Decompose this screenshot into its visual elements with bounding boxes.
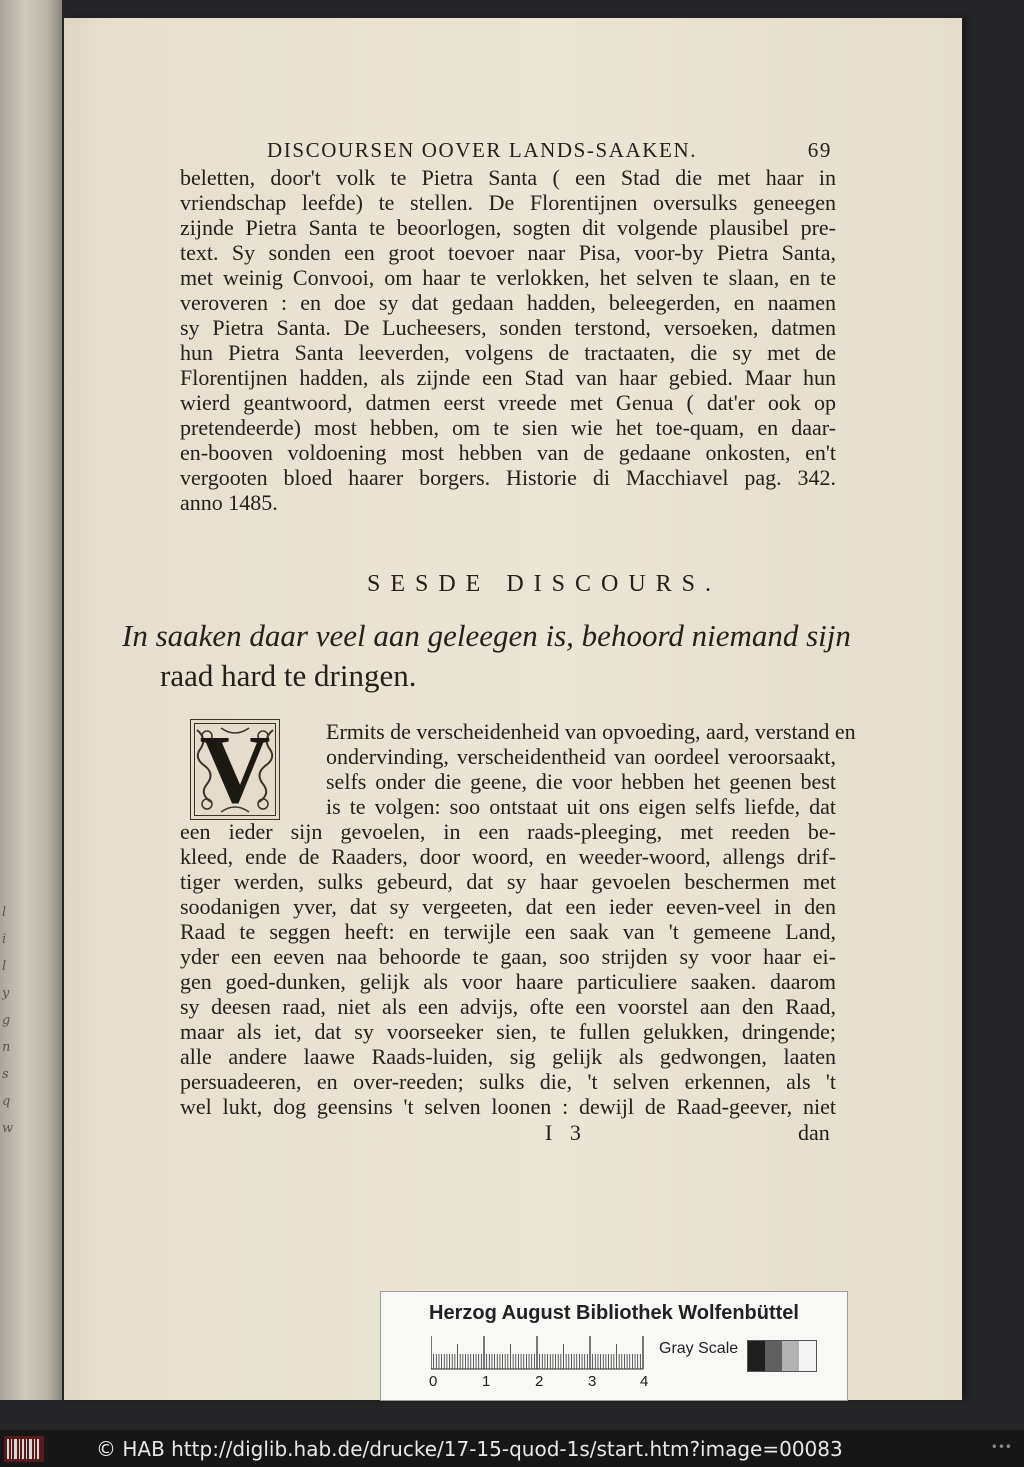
text-line: wierd geantwoord, datmen eerst vreede met Genua ( dat'er ook op [180,390,836,415]
page-number: 69 [807,138,832,162]
left-fragment: q [2,1094,11,1109]
text-line: sy deesen raad, niet als een advijs, ofte een voorstel aan den Raad, [180,994,836,1019]
text-line: text. Sy sonden een groot toevoer naar Pisa, voor-by Pietra Santa, [180,240,836,265]
text-line: alle andere laawe Raads-luiden, sig gelijk als gedwongen, laaten [180,1044,836,1069]
scale-number: 1 [482,1373,491,1390]
text-line: veroveren : en doe sy dat gedaan hadden, beleegerden, en naamen [180,290,836,315]
text-line: Florentijnen hadden, als zijnde een Stad van haar gebied. Maar hun [180,365,836,390]
left-fragment: l [2,905,7,920]
text-line: gen goed-dunken, gelijk als voor haare particuliere saaken. daarom [180,969,836,994]
text-line: beletten, door't volk te Pietra Santa ( een Stad die met haar in [180,165,836,190]
ornamental-drop-cap [190,719,280,820]
left-fragment: i [2,932,7,947]
subtitle-line-2: raad hard te dringen. [160,658,417,693]
text-line: persuadeeren, en over-reeden; sulks die, 't selven erkennen, als 't [180,1069,836,1094]
text-line: pretendeerde) most hebben, om te sien wie het toe-quam, en daar- [180,415,836,440]
signature-mark: I 3 [545,1120,587,1145]
left-page-edge [0,0,62,1400]
text-line: kleed, ende de Raaders, door woord, en weeder-woord, allengs drif- [180,844,836,869]
text-line: is te volgen: soo ontstaat uit ons eigen selfs liefde, dat [326,794,836,819]
scale-number: 3 [588,1373,597,1390]
left-fragment: g [2,1013,11,1028]
gray-swatch [748,1341,765,1371]
left-fragment: w [2,1121,14,1136]
text-line: sy Pietra Santa. De Lucheesers, sonden terstond, versoeken, datmen [180,315,836,340]
catchword: dan [798,1120,830,1145]
running-title: DISCOURSEN OOVER LANDS-SAAKEN. [267,138,698,162]
gray-swatch [765,1341,782,1371]
text-line: Ermits de verscheidenheid van opvoeding, aard, verstand en [326,719,856,744]
subtitle-line-1: In saaken daar veel aan geleegen is, behoord niemand sijn [122,618,851,653]
left-fragment: s [2,1067,9,1082]
text-line: soodanigen yver, dat sy vergeeten, dat een ieder eeven-veel in den [180,894,836,919]
left-fragment: n [2,1040,11,1055]
running-header [267,138,832,163]
gray-scale-label: Gray Scale [659,1340,739,1357]
scale-number: 0 [429,1373,438,1390]
section-title: SESDE DISCOURS. [366,571,722,597]
drop-cap-letter: V [199,719,271,820]
left-fragment: y [2,986,10,1001]
scale-ruler-icon [431,1336,651,1370]
text-line: ondervinding, verscheidentheid van oordeel veroorsaakt, [326,744,836,769]
text-line: Raad te seggen heeft: en terwijle een saak van 't gemeene Land, [180,919,836,944]
dots-icon: ••• [990,1440,1012,1454]
text-line: vergooten bloed haarer borgers. Historie di Macchiavel pag. 342. [180,465,836,490]
gray-scale-swatches [747,1340,817,1372]
copyright-url-text: © HAB http://diglib.hab.de/drucke/17-15-quod-1s/start.htm?image=00083 [96,1436,843,1461]
text-line: zijnde Pietra Santa te beoorlogen, sogten dit volgende plausibel pre- [180,215,836,240]
left-fragment: l [2,959,7,974]
text-line: vriendschap leefde) te stellen. De Florentijnen oversulks geneegen [180,190,836,215]
text-line: wel lukt, dog geensins 't selven loonen : dewijl de Raad-geever, niet [180,1094,836,1119]
copyright-footer [0,1430,1024,1467]
text-line: anno 1485. [180,490,278,515]
scale-number: 2 [535,1373,544,1390]
text-line: maar als iet, dat sy voorseeker sien, te fullen gelukken, dringende; [180,1019,836,1044]
gray-swatch [799,1341,816,1371]
scale-number: 4 [640,1373,649,1390]
text-line: selfs onder die geene, die voor hebben het geenen best [326,769,836,794]
text-line: een ieder sijn gevoelen, in een raads-pleeging, met reeden be- [180,819,836,844]
gray-swatch [782,1341,799,1371]
text-line: yder een eeven naa behoorde te gaan, soo strijden sy voor haar ei- [180,944,836,969]
color-calibration-card [380,1291,848,1401]
barcode-icon [4,1436,44,1462]
book-page [64,18,962,1400]
text-line: tiger werden, sulks gebeurd, dat sy haar gevoelen beschermen met [180,869,836,894]
left-page-fragments [2,905,18,1148]
text-line: hun Pietra Santa leeverden, volgens de tractaaten, die sy met de [180,340,836,365]
text-line: en-booven voldoening most hebben van de gedaane onkosten, en't [180,440,836,465]
library-name: Herzog August Bibliothek Wolfenbüttel [429,1302,799,1324]
text-line: met weinig Convooi, om haar te verlokken, het selven te slaan, en te [180,265,836,290]
